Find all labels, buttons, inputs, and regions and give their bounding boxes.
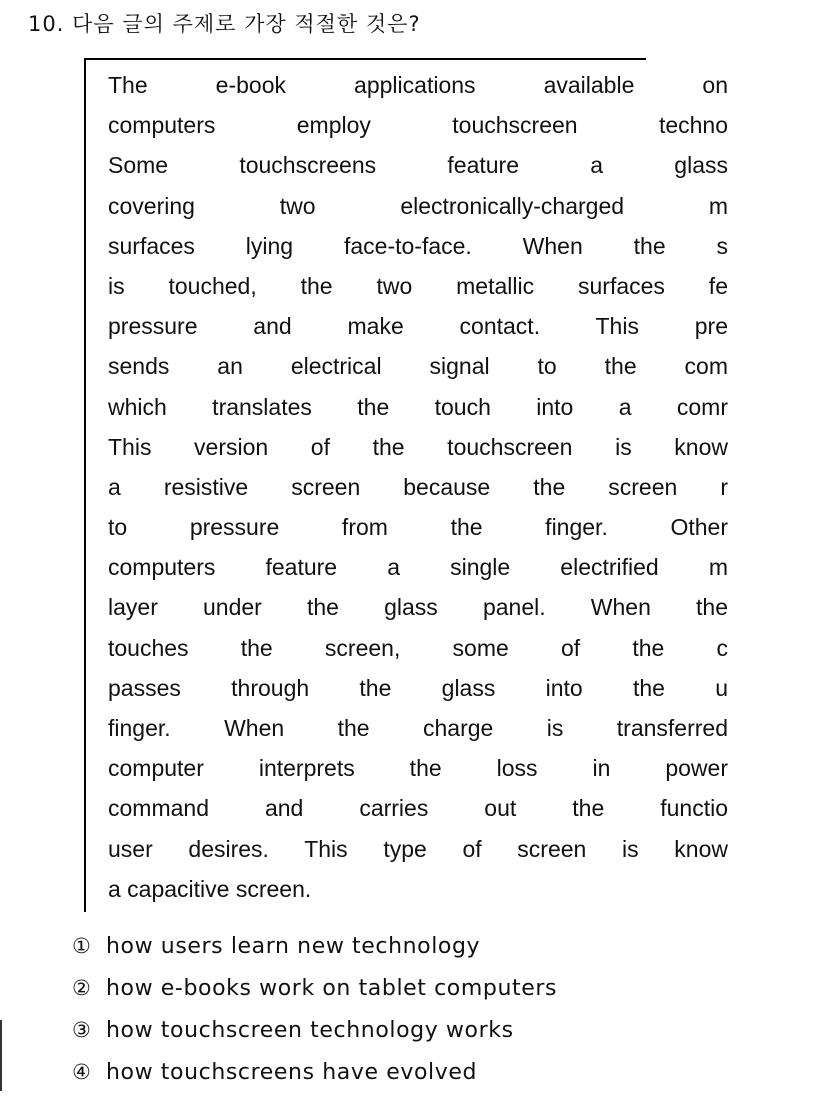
passage-line: to pressure from the finger. Other [108,514,728,541]
passage-line: computer interprets the loss in power [108,755,728,782]
passage-line: Some touchscreens feature a glass [108,152,728,179]
passage-line: which translates the touch into a comr [108,393,728,420]
passage-line: computers feature a single electrified m [108,554,728,581]
column-divider [0,1020,2,1091]
passage-line: This version of the touchscreen is know [108,433,728,460]
option-marker: ① [72,934,92,958]
question-title: 10. 다음 글의 주제로 가장 적절한 것은? [28,12,421,36]
option-text: how users learn new technology [106,934,481,959]
passage-line: touches the screen, some of the c [108,634,728,661]
passage-line: covering two electronically-charged m [108,192,728,219]
passage-line: command and carries out the functio [108,795,728,822]
answer-options [72,930,812,1098]
option-2[interactable] [72,972,812,1014]
passage-box [84,58,728,912]
option-marker: ④ [72,1060,92,1084]
option-marker: ② [72,976,92,1000]
option-marker: ③ [72,1018,92,1042]
passage-line: layer under the glass panel. When the [108,594,728,621]
passage-line: pressure and make contact. This pre [108,313,728,340]
option-1[interactable] [72,930,812,972]
option-text: how e-books work on tablet computers [106,976,558,1001]
option-3[interactable] [72,1014,812,1056]
option-text: how touchscreen technology works [106,1018,514,1043]
passage-line: passes through the glass into the u [108,674,728,701]
passage-line: The e-book applications available on [108,72,728,98]
passage-line: sends an electrical signal to the com [108,353,728,380]
option-4[interactable] [72,1056,812,1098]
passage-line: surfaces lying face-to-face. When the s [108,232,728,259]
passage-line: is touched, the two metallic surfaces fe [108,272,728,299]
passage-line: a capacitive screen. [108,875,312,902]
passage-line: user desires. This type of screen is know [108,835,728,862]
passage-line: computers employ touchscreen techno [108,112,728,139]
passage-line: a resistive screen because the screen r [108,473,728,500]
passage-line: finger. When the charge is transferred [108,715,728,741]
option-text: how touchscreens have evolved [106,1060,478,1085]
passage-text [108,70,728,910]
